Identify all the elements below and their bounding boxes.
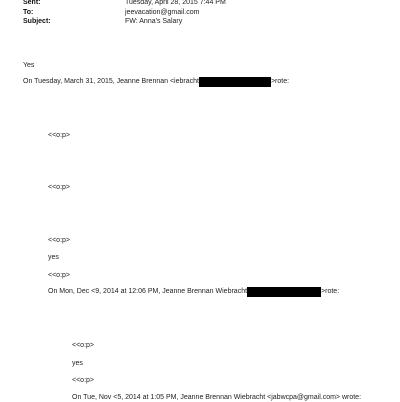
reply-yes-3: yes bbox=[72, 360, 83, 367]
quote-header-1-text: On Tuesday, March 31, 2015, Jeanne Brennan <iebracht bbox=[23, 78, 199, 85]
op-tag-3: <<o:p> bbox=[48, 237, 70, 244]
quote-header-3: On Tue, Nov <5, 2014 at 1:05 PM, Jeanne Brennan Wiebracht <jabwcpa@gmail.com> wrote: bbox=[72, 394, 362, 401]
op-tag-4: <<o:p> bbox=[48, 272, 70, 279]
subject-value: FW: Anna's Salary bbox=[125, 18, 183, 25]
quote-header-2 bbox=[48, 287, 339, 297]
redaction-block bbox=[247, 287, 321, 297]
sent-value: Tuesday, April 28, 2015 7:44 PM bbox=[125, 0, 226, 6]
to-value: jeevacation@gmail.com bbox=[125, 9, 200, 16]
op-tag-1: <<o:p> bbox=[48, 132, 70, 139]
redaction-block bbox=[199, 77, 271, 87]
reply-yes-1: Yes bbox=[23, 62, 35, 69]
op-tag-2: <<o:p> bbox=[48, 184, 70, 191]
quote-header-2-suffix: >rote: bbox=[321, 288, 340, 295]
subject-label: Subject: bbox=[23, 18, 51, 25]
to-label: To: bbox=[23, 9, 34, 16]
quote-header-2-text: On Mon, Dec <9, 2014 at 12:06 PM, Jeanne Brennan Wiebracht bbox=[48, 288, 248, 295]
reply-yes-2: yes bbox=[48, 254, 59, 261]
quote-header-1-suffix: >rote: bbox=[270, 78, 290, 85]
op-tag-5: <<o:p> bbox=[72, 342, 94, 349]
op-tag-6: <<o:p> bbox=[72, 377, 94, 384]
quote-header-1 bbox=[23, 77, 289, 87]
sent-label: Sent: bbox=[23, 0, 41, 6]
